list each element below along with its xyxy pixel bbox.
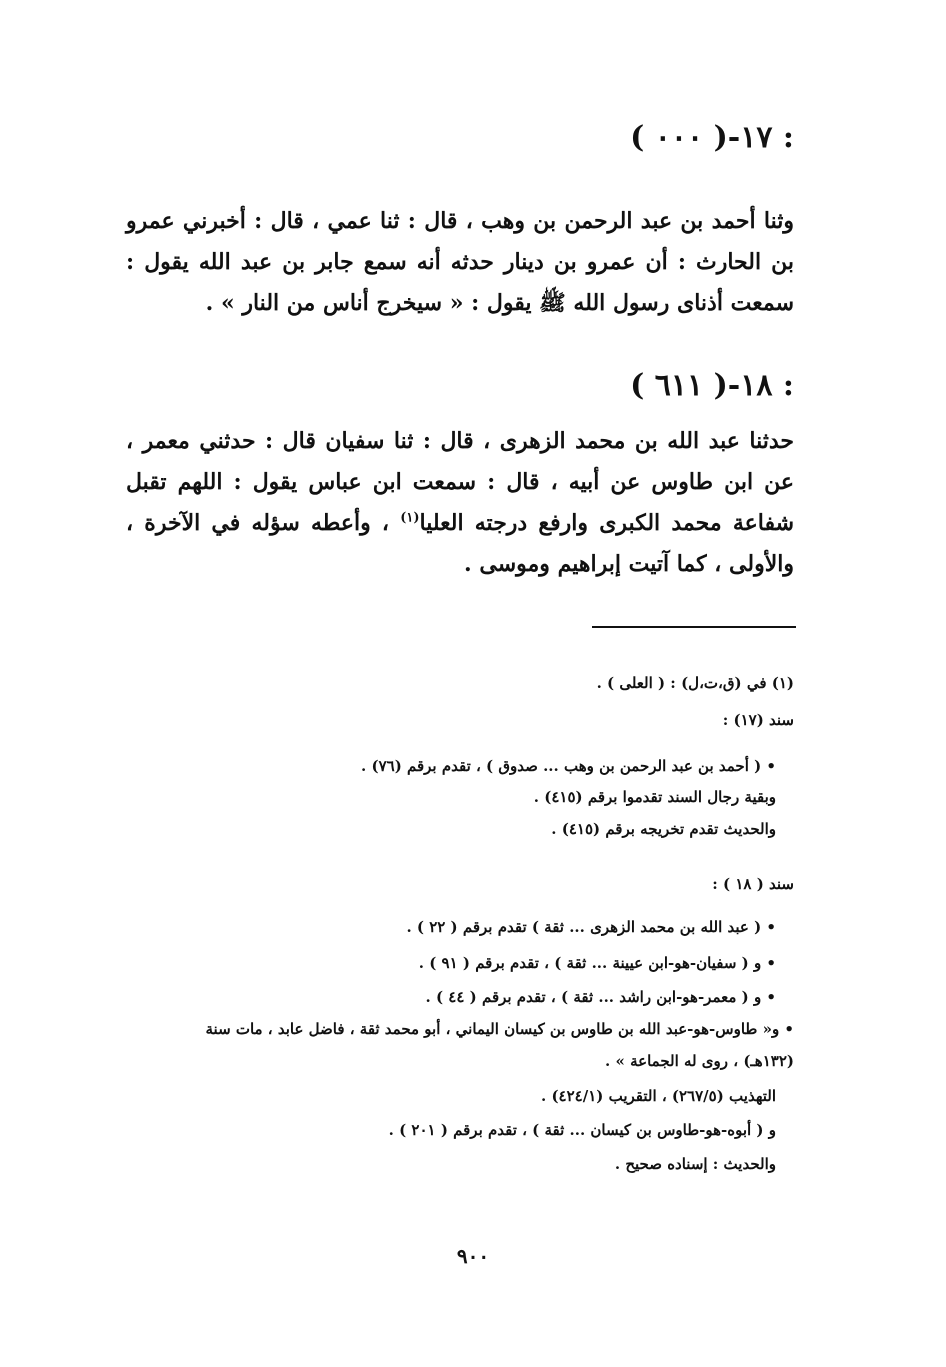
hadith-17-text: وثنا أحمد بن عبد الرحمن بن وهب ، قال : ثنا عمي ، قال : أخبرني عمرو بن الحارث : أن عمرو بن دينار حدثه أنه سمع جابر بن عبد الله يقول : سمعت أذناى رسول الله ﷺ يقول : « سيخرج أناس من النار » . — [126, 208, 794, 316]
hadith-18-text — [126, 421, 794, 585]
hadith-18-text-after-note: ، وأعطه سؤله في الآخرة ، والأولى ، كما آتيت إبراهيم وموسى . — [126, 510, 794, 577]
sanad-18-line: • ( عبد الله بن محمد الزهرى ... ثقة ) تقدم برقم ( ٢٢ ) . — [406, 918, 776, 936]
sanad-18-line: • و ( سفيان-هو-ابن عيينة ... ثقة ) ، تقدم برقم ( ٩١ ) . — [418, 954, 776, 972]
sanad-18-title: سند ( ١٨ ) : — [712, 875, 794, 893]
hadith-18-heading: ١٨-( ٦١١ ) : — [630, 368, 794, 403]
sanad-18-line: والحديث : إسناده صحيح . — [614, 1155, 776, 1173]
sanad-17-line: وبقية رجال السند تقدموا برقم (٤١٥) . — [533, 788, 776, 806]
page-number: ٩٠٠ — [456, 1244, 490, 1268]
sanad-17-line: والحديث تقدم تخريجه برقم (٤١٥) . — [551, 820, 776, 838]
sanad-18-line: • و ( معمر-هو-ابن راشد ... ثقة ) ، تقدم برقم ( ٤٤ ) . — [425, 988, 776, 1006]
footnote-separator — [592, 626, 796, 628]
footnote-1: (١) في (ق،ت،ل) : ( العلى ) . — [596, 674, 794, 692]
hadith-18-text-before-note: حدثنا عبد الله بن محمد الزهرى ، قال : ثنا سفيان قال : حدثني معمر ، عن ابن طاوس عن أبيه ، قال : سمعت ابن عباس يقول : اللهم تقبل شفاعة محمد الكبرى وارفع درجته العليا — [126, 428, 795, 536]
sanad-18-line: (١٣٢هـ) ، روى له الجماعة » . — [605, 1052, 794, 1070]
sanad-18-line: • و« طاوس-هو-عبد الله بن طاوس بن كيسان اليماني ، أبو محمد ثقة ، فاضل عابد ، مات سنة — [205, 1020, 794, 1038]
sanad-17-line: • ( أحمد بن عبد الرحمن بن وهب ... صدوق ) ، تقدم برقم (٧٦) . — [361, 757, 776, 775]
sanad-18-line: و ( أبوه-هو-طاوس بن كيسان ... ثقة ) ، تقدم برقم ( ٢٠١ ) . — [388, 1121, 776, 1139]
footnote-marker-1: (١) — [400, 510, 420, 526]
sanad-18-line: التهذيب (٢٦٧/٥) ، التقريب (٤٢٤/١) . — [541, 1087, 776, 1105]
hadith-17-heading: ١٧-( ٠٠٠ ) : — [630, 120, 794, 155]
sanad-17-title: سند (١٧) : — [722, 711, 794, 729]
